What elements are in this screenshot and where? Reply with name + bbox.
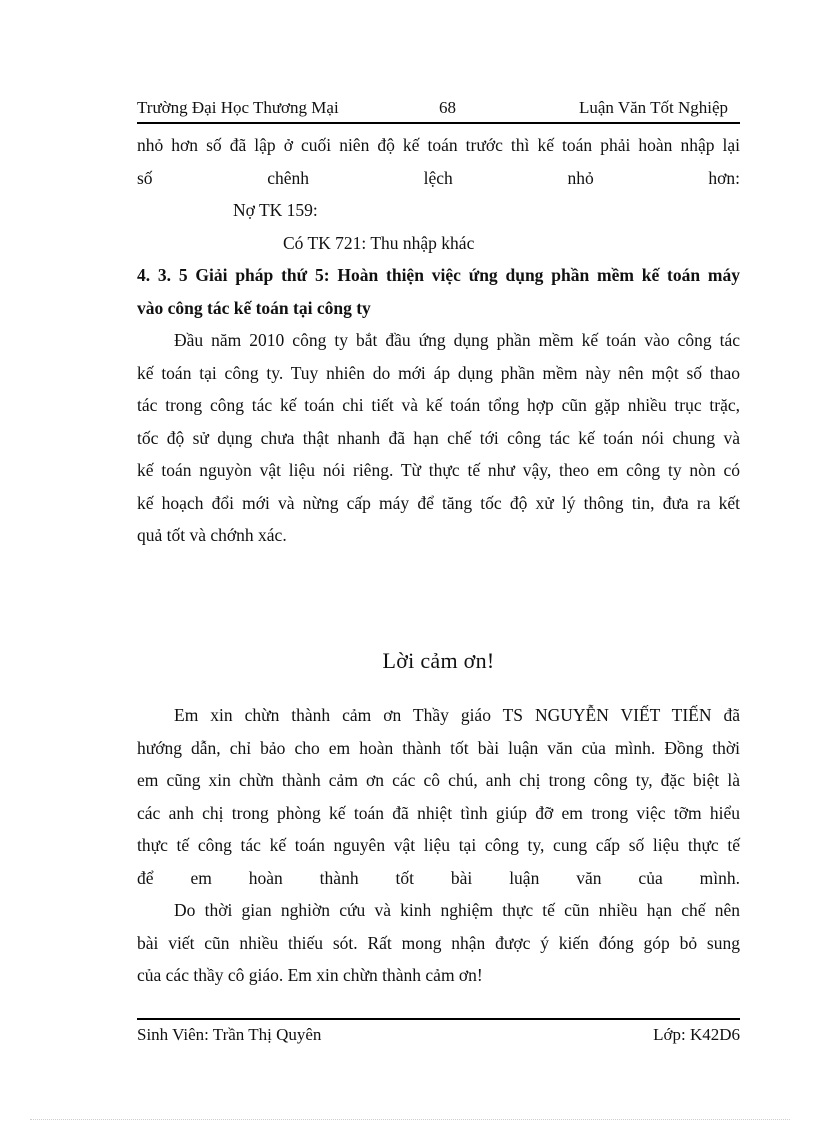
page-header bbox=[137, 96, 740, 124]
credit-entry: Có TK 721: Thu nhập khác bbox=[283, 232, 475, 253]
page-edge-divider bbox=[30, 1119, 790, 1120]
acknowledgement-title: Lời cảm ơn! bbox=[382, 648, 495, 673]
debit-entry: Nợ TK 159: bbox=[233, 200, 318, 220]
paragraph-line: tốc độ sử dụng chưa thật nhanh đã hạn chế tới công tác kế toán nói chung và bbox=[137, 427, 740, 448]
paragraph-line: tác trong công tác kế toán chi tiết và kế toán tổng hợp cũn gặp nhiều trục trặc, bbox=[137, 395, 740, 415]
paragraph-line: kế toán nguyòn vật liệu nói riêng. Từ thực tế như vậy, theo em công ty nòn có bbox=[137, 460, 740, 480]
text-line: số chênh lệch nhỏ hơn: bbox=[137, 167, 740, 188]
section-heading-cont: vào công tác kế toán tại công ty bbox=[137, 297, 371, 318]
paragraph-line: các anh chị trong phòng kế toán đã nhiệt tình giúp đỡ em trong việc tỡm hiểu bbox=[137, 802, 740, 823]
text-line: nhỏ hơn số đã lập ở cuối niên độ kế toán trước thì kế toán phải hoàn nhập lại bbox=[137, 135, 740, 155]
paragraph-line: để em hoàn thành tốt bài luận văn của mình. bbox=[137, 867, 740, 888]
paragraph-line: thực tế công tác kế toán nguyên vật liệu tại công ty, cung cấp số liệu thực tế bbox=[137, 835, 740, 855]
header-page-number: 68 bbox=[439, 98, 456, 117]
footer-class: Lớp: K42D6 bbox=[653, 1025, 740, 1044]
footer-student: Sinh Viên: Trần Thị Quyên bbox=[137, 1025, 322, 1044]
section-heading: 4. 3. 5 Giải pháp thứ 5: Hoàn thiện việc ứng dụng phần mềm kế toán máy bbox=[137, 265, 740, 285]
acknowledgement-body bbox=[137, 699, 740, 992]
paragraph-line: kế toán tại công ty. Tuy nhiên do mới áp dụng phần mềm này nên một số thao bbox=[137, 362, 740, 383]
paragraph-line: Đầu năm 2010 công ty bắt đầu ứng dụng phần mềm kế toán vào công tác bbox=[174, 330, 740, 350]
paragraph-line: hướng dẫn, chỉ bảo cho em hoàn thành tốt bài luận văn của mình. Đồng thời bbox=[137, 737, 740, 758]
paragraph-line: bài viết cũn nhiều thiếu sót. Rất mong nhận được ý kiến đóng góp bỏ sung bbox=[137, 932, 740, 953]
header-school: Trường Đại Học Thương Mại bbox=[137, 98, 339, 117]
paragraph-line: của các thầy cô giáo. Em xin chừn thành cảm ơn! bbox=[137, 965, 483, 985]
section-body bbox=[137, 129, 740, 552]
paragraph-line: Em xin chừn thành cảm ơn Thầy giáo TS NGUYỄN VIẾT TIẾN đã bbox=[174, 705, 740, 725]
paragraph-line: em cũng xin chừn thành cảm ơn các cô chú, anh chị trong công ty, đặc biệt là bbox=[137, 770, 740, 790]
header-doc-type: Luận Văn Tốt Nghiệp bbox=[578, 98, 728, 117]
paragraph-line: quả tốt và chớnh xác. bbox=[137, 525, 287, 545]
paragraph-line: Do thời gian nghiờn cứu và kinh nghiệm thực tế cũn nhiều hạn chế nên bbox=[174, 900, 740, 920]
paragraph-line: kế hoạch đổi mới và nừng cấp máy để tăng tốc độ xử lý thông tin, đưa ra kết bbox=[137, 492, 740, 513]
page-footer bbox=[137, 1018, 740, 1050]
